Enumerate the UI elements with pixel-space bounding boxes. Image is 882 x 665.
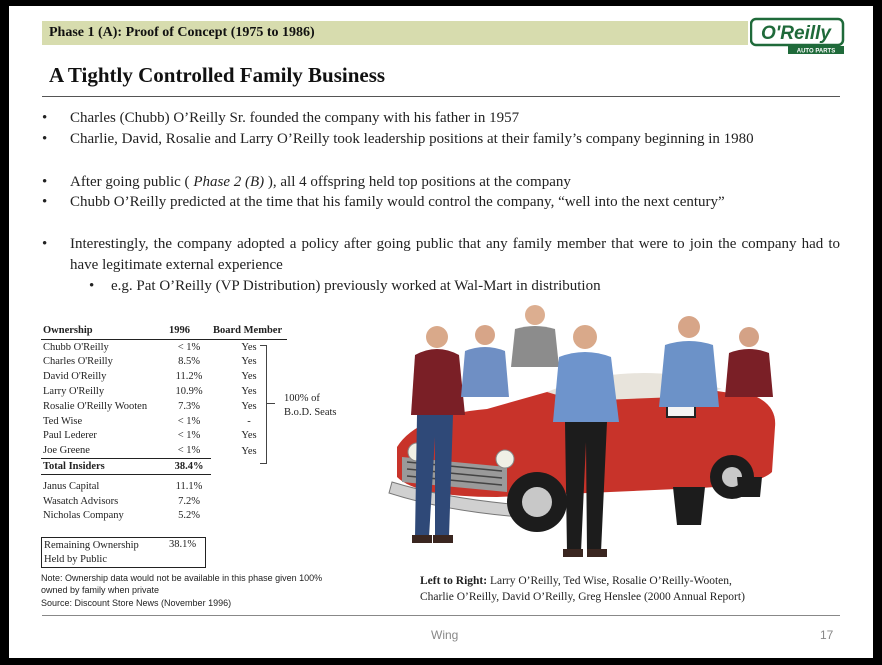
photo-caption: Left to Right: Larry O’Reilly, Ted Wise, Rosalie O’Reilly-Wooten, Charlie O’Reilly, David O’Reilly, Greg Henslee (2000 Annual Report): [420, 575, 745, 603]
total-insiders-row: Total Insiders 38.4%: [41, 459, 287, 475]
slide-title: A Tightly Controlled Family Business: [49, 63, 386, 87]
bullet-text: Interestingly, the company adopted a policy after going public that any family member that were to join the company had to have legitimate external experience: [70, 236, 840, 273]
footer-label: Wing: [431, 628, 459, 642]
bullet-dot: •: [42, 110, 48, 126]
bullet-3: [42, 172, 840, 193]
bullet-5: [42, 234, 840, 276]
table-row: Wasatch Advisors 7.2%: [43, 495, 200, 507]
table-row: Chubb O'Reilly < 1% Yes: [43, 341, 257, 353]
bullet-dot: •: [42, 131, 48, 147]
table-row: Nicholas Company 5.2%: [43, 510, 200, 522]
bullet-dot: •: [89, 278, 95, 294]
ownership-note: Note: Ownership data would not be available in this phase given 100% owned by family when private: [41, 573, 323, 595]
logo-wordmark: O'Reilly: [761, 23, 831, 44]
remaining-ownership-box: [41, 537, 206, 568]
slide: [9, 6, 873, 658]
table-row: Paul Lederer < 1% Yes: [43, 430, 257, 442]
table-row: Larry O'Reilly 10.9% Yes: [43, 386, 257, 398]
bullet-dot: •: [42, 194, 48, 210]
bullet-text: Charles (Chubb) O’Reilly Sr. founded the company with his father in 1957: [70, 110, 520, 126]
source-note: Source: Discount Store News (November 1996): [41, 598, 232, 608]
table-row: Joe Greene < 1% Yes: [43, 445, 257, 457]
bullet-text-pre: After going public (: [70, 174, 194, 190]
bullet-1: [42, 108, 840, 129]
ownership-table: [41, 323, 287, 523]
table-row: Janus Capital 11.1%: [43, 480, 203, 492]
bullet-dot: •: [42, 174, 48, 190]
table-row: Rosalie O'Reilly Wooten 7.3% Yes: [43, 400, 257, 412]
table-row: Ted Wise < 1% -: [43, 415, 251, 427]
oreilly-logo: [750, 17, 846, 55]
person-rosalie: [511, 305, 559, 367]
bullet-text: Chubb O’Reilly predicted at the time that his family would control the company, “well into the next century”: [70, 194, 725, 210]
title-divider: [42, 96, 840, 97]
family-car-photo: [377, 297, 797, 569]
bullet-2: [42, 129, 840, 150]
table-header: [41, 323, 287, 339]
bullet-4: [42, 192, 840, 213]
bullet-text: Charlie, David, Rosalie and Larry O’Reilly took leadership positions at their family’s company beginning in 1980: [70, 131, 754, 147]
sub-bullet: [89, 276, 831, 297]
person-ted: [461, 325, 509, 397]
remaining-value: 38.1%: [169, 539, 197, 550]
bullet-text-post: ), all 4 offspring held top positions at the company: [264, 174, 571, 190]
col-board-member: Board Member: [211, 323, 287, 339]
board-bracket: [260, 345, 267, 464]
logo-subtext: AUTO PARTS: [796, 48, 836, 55]
remaining-label: Remaining Ownership Held by Public: [44, 540, 139, 565]
board-seats-note: 100% of B.o.D. Seats: [284, 393, 337, 418]
page-number: 17: [820, 628, 834, 642]
phase-label: Phase 1 (A): Proof of Concept (1975 to 1986): [49, 25, 315, 40]
footer-divider: [42, 615, 840, 616]
bullet-text-em: Phase 2 (B): [193, 174, 265, 190]
bullet-text: e.g. Pat O’Reilly (VP Distribution) previously worked at Wal-Mart in distribution: [111, 278, 601, 294]
board-bracket-tick: [267, 403, 275, 404]
col-ownership: Ownership: [41, 323, 167, 339]
table-row: David O'Reilly 11.2% Yes: [43, 371, 257, 383]
bullet-dot: •: [42, 236, 48, 252]
col-1996: 1996: [167, 323, 211, 339]
table-row: Charles O'Reilly 8.5% Yes: [43, 356, 257, 368]
